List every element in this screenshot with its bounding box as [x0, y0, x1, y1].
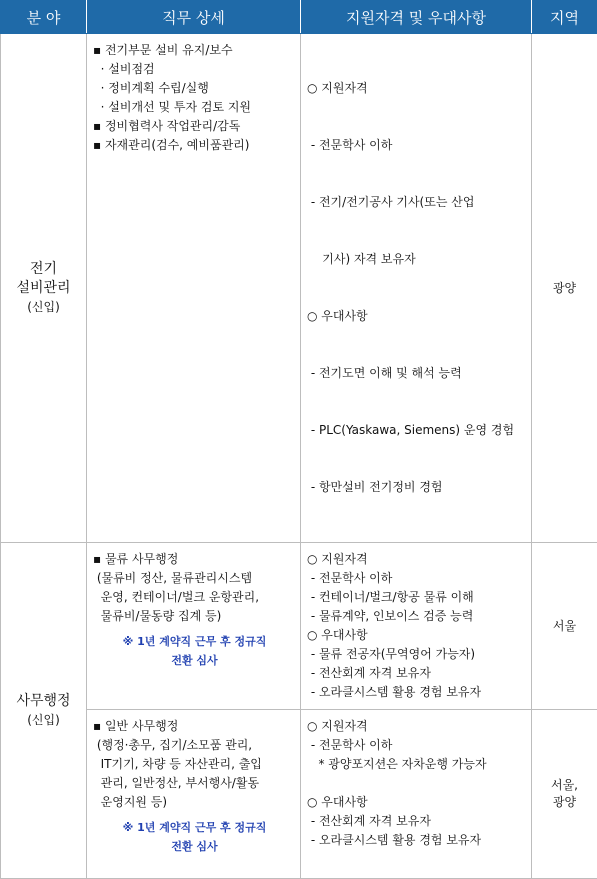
notice-line: 전환 심사 — [171, 654, 217, 667]
notice-line: ※ 1년 계약직 근무 후 정규직 — [123, 821, 267, 834]
category-name: 전기 — [30, 261, 57, 277]
table-header-row — [1, 1, 597, 34]
duty-line: (물류비 정산, 물류관리시스템 — [93, 569, 296, 588]
notice-line: 전환 심사 — [171, 840, 217, 853]
duties-cell — [87, 34, 301, 543]
qualification-line: - 오라클시스템 활용 경험 보유자 — [307, 683, 527, 702]
duties-cell — [87, 543, 301, 710]
contract-notice — [93, 818, 296, 856]
qualification-line: ○ 지원자격 — [307, 717, 527, 736]
location-value: 광양 — [553, 281, 576, 295]
qualification-line: ○ 우대사항 — [307, 307, 527, 326]
location-cell — [532, 543, 597, 710]
location-cell — [532, 710, 597, 879]
duty-line: 운영지원 등) — [93, 793, 296, 812]
qualification-line: - 물류계약, 인보이스 검증 능력 — [307, 607, 527, 626]
qualification-line: - 물류 전공자(무역영어 가능자) — [307, 645, 527, 664]
qualification-line: - 항만설비 전기정비 경험 — [307, 478, 527, 497]
qualifications-cell — [301, 710, 532, 879]
duties-cell — [87, 710, 301, 879]
header-qualifications: 지원자격 및 우대사항 — [301, 1, 532, 34]
duty-line: 운영, 컨테이너/벌크 운항관리, — [93, 588, 296, 607]
table-row — [1, 34, 597, 543]
qualification-line: - 컨테이너/벌크/항공 물류 이해 — [307, 588, 527, 607]
duty-line: 관리, 일반정산, 부서행사/활동 — [93, 774, 296, 793]
notice-line: ※ 1년 계약직 근무 후 정규직 — [123, 635, 267, 648]
duty-line: · 설비점검 — [93, 60, 296, 79]
duty-line: ▪ 전기부문 설비 유지/보수 — [93, 41, 296, 60]
qualification-line: ○ 우대사항 — [307, 626, 527, 645]
location-value: 서울 — [553, 619, 576, 633]
duty-line: ▪ 정비협력사 작업관리/감독 — [93, 117, 296, 136]
qualification-line: * 광양포지션은 자차운행 가능자 — [307, 755, 527, 774]
duty-line: ▪ 일반 사무행정 — [93, 717, 296, 736]
duty-line: IT기기, 차량 등 자산관리, 출입 — [93, 755, 296, 774]
header-duties: 직무 상세 — [87, 1, 301, 34]
duty-line: · 설비개선 및 투자 검토 지원 — [93, 98, 296, 117]
qualifications-cell — [301, 34, 532, 543]
qualification-spacer — [307, 774, 527, 793]
contract-notice — [93, 632, 296, 670]
location-value: 서울, — [551, 778, 578, 792]
header-location: 지역 — [532, 1, 597, 34]
qualification-line: - PLC(Yaskawa, Siemens) 운영 경험 — [307, 421, 527, 440]
qualification-line: - 전산회계 자격 보유자 — [307, 664, 527, 683]
duty-line: (행정·총무, 집기/소모품 관리, — [93, 736, 296, 755]
qualification-line: 기사) 자격 보유자 — [307, 250, 527, 269]
duty-line: ▪ 자재관리(검수, 예비품관리) — [93, 136, 296, 155]
header-category: 분 야 — [1, 1, 87, 34]
qualification-line: - 전문학사 이하 — [307, 136, 527, 155]
qualification-line: ○ 지원자격 — [307, 550, 527, 569]
category-cell — [1, 34, 87, 543]
category-name: 설비관리 — [16, 280, 70, 296]
table-row — [1, 710, 597, 879]
duty-line: ▪ 물류 사무행정 — [93, 550, 296, 569]
category-sub: (신입) — [1, 711, 86, 730]
qualification-line: - 전문학사 이하 — [307, 736, 527, 755]
qualification-line: - 오라클시스템 활용 경험 보유자 — [307, 831, 527, 850]
table-row — [1, 543, 597, 710]
duty-line: · 정비계획 수립/실행 — [93, 79, 296, 98]
location-value: 광양 — [553, 795, 576, 809]
qualification-line: ○ 우대사항 — [307, 793, 527, 812]
location-cell — [532, 34, 597, 543]
qualifications-cell — [301, 543, 532, 710]
qualification-line: - 전기/전기공사 기사(또는 산업 — [307, 193, 527, 212]
duty-line: 물류비/물동량 집계 등) — [93, 607, 296, 626]
category-sub: (신입) — [1, 298, 86, 317]
category-cell — [1, 543, 87, 879]
qualification-line: - 전산회계 자격 보유자 — [307, 812, 527, 831]
qualification-line: - 전기도면 이해 및 해석 능력 — [307, 364, 527, 383]
qualification-line: ○ 지원자격 — [307, 79, 527, 98]
category-name: 사무행정 — [16, 693, 70, 709]
qualification-line: - 전문학사 이하 — [307, 569, 527, 588]
